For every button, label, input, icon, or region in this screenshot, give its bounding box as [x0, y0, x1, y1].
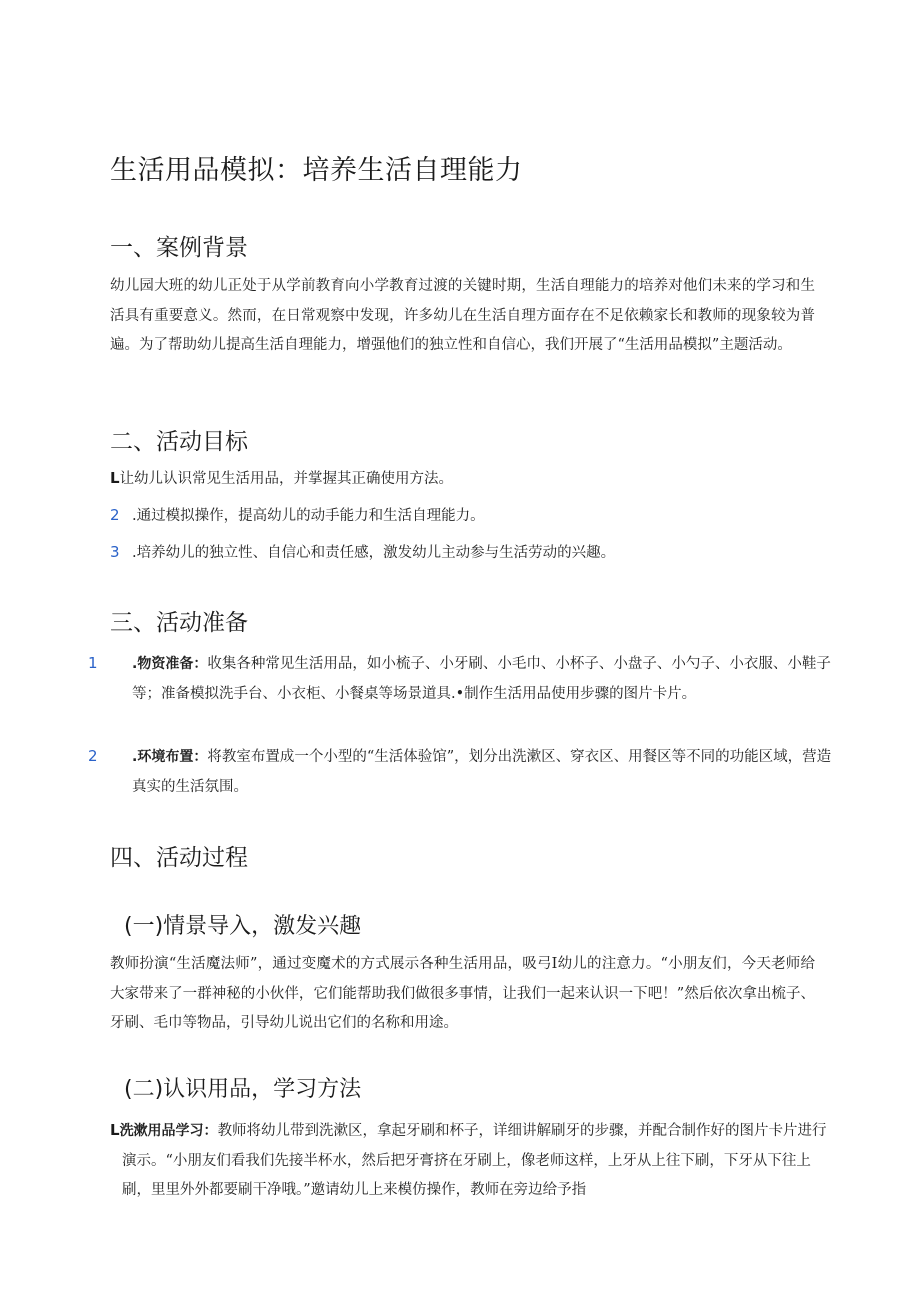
subsection-heading-intro: (一)情景导入，激发兴趣	[124, 914, 362, 939]
preparation-item	[88, 742, 837, 802]
goal-number: 3	[110, 543, 120, 561]
subsection-heading-learning: (二)认识用品，学习方法	[124, 1077, 362, 1102]
learning-item	[110, 1116, 827, 1206]
intro-paragraph: 教师扮演“生活魔法师”，通过变魔术的方式展示各种生活用品，吸弓I幼儿的注意力。“小朋友们，今天老师给大家带来了一群神秘的小伙伴，它们能帮助我们做很多事情，让我们一起来认识一下吧！”然后依次拿出梳子、牙刷、毛巾等物品，引导幼儿说出它们的名称和用途。	[110, 956, 815, 1031]
goal-text: .培养幼儿的独立性、自信心和责任感，激发幼儿主动参与生活劳动的兴趣。	[132, 545, 616, 561]
goal-number: L	[110, 469, 120, 487]
learning-text: 教师将幼儿带到洗漱区，拿起牙刷和杯子，详细讲解刷牙的步骤，并配合制作好的图片卡片进行演示。“小朋友们看我们先接半杯水，然后把牙膏挤在牙刷上，像老师这样，上牙从上往下刷，下牙从下往上刷，里里外外都要刷干净哦。”邀请幼儿上来模仿操作，教师在旁边给予指	[122, 1123, 827, 1198]
preparation-number: 2	[88, 747, 98, 765]
learning-label: 洗漱用品学习：	[119, 1123, 218, 1139]
section-heading-process: 四、活动过程	[110, 845, 248, 871]
learning-number: L	[110, 1121, 120, 1139]
preparation-number: 1	[88, 654, 98, 672]
goal-item	[110, 464, 815, 495]
goal-text: .通过模拟操作，提高幼儿的动手能力和生活自理能力。	[132, 508, 485, 524]
background-paragraph: 幼儿园大班的幼儿正处于从学前教育向小学教育过渡的关键时期，生活自理能力的培养对他们未来的学习和生活具有重要意义。然而，在日常观察中发现，许多幼儿在生活自理方面存在不足依赖家长和教师的现象较为普遍。为了帮助幼儿提高生活自理能力，增强他们的独立性和自信心，我们开展了“生活用品模拟”主题活动。	[110, 278, 815, 353]
goal-number: 2	[110, 506, 120, 524]
document-title: 生活用品模拟：培养生活自理能力	[110, 155, 523, 186]
preparation-text: 将教室布置成一个小型的“生活体验馆”，划分出洗漱区、穿衣区、用餐区等不同的功能区域，营造真实的生活氛围。	[132, 749, 832, 795]
goal-item	[110, 538, 815, 569]
preparation-label: .物资准备：	[132, 656, 208, 672]
goal-text: 让幼儿认识常见生活用品，并掌握其正确使用方法。	[119, 471, 454, 487]
preparation-item	[88, 649, 837, 709]
preparation-text: 收集各种常见生活用品，如小梳子、小牙刷、小毛巾、小杯子、小盘子、小勺子、小衣服、小鞋子等；准备模拟洗手台、小衣柜、小餐桌等场景道具.•制作生活用品使用步骤的图片卡片。	[132, 656, 831, 702]
goal-item	[110, 501, 815, 532]
section-heading-goals: 二、活动目标	[110, 429, 248, 455]
section-heading-background: 一、案例背景	[110, 235, 248, 261]
preparation-label: .环境布置：	[132, 749, 208, 765]
section-heading-preparation: 三、活动准备	[110, 610, 248, 636]
